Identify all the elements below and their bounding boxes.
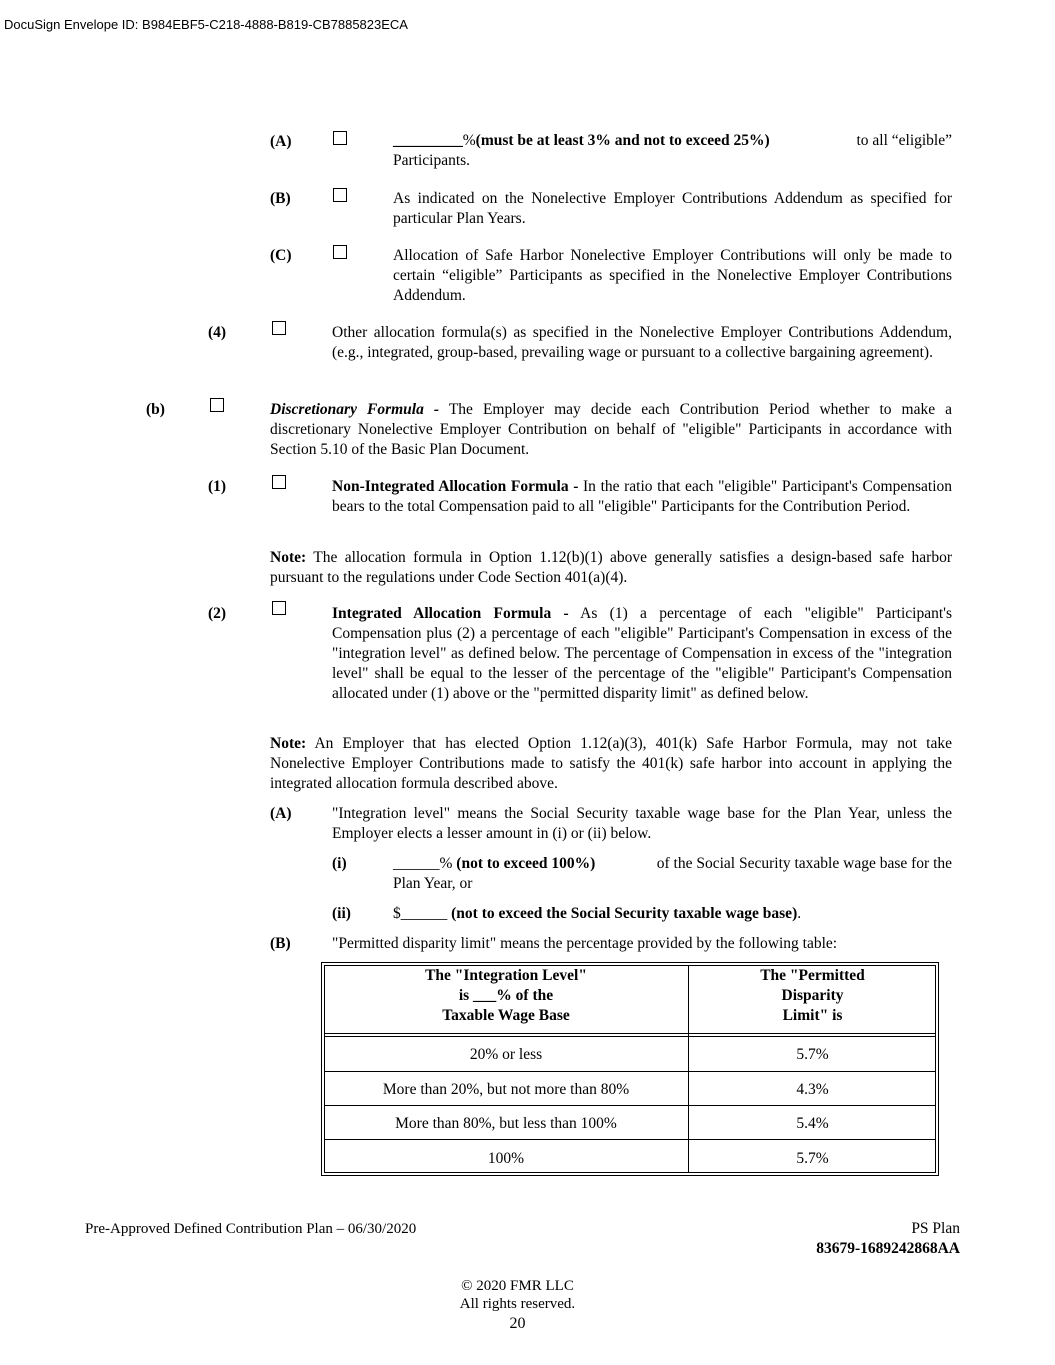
header-line: Limit" is (782, 1007, 843, 1024)
footer-plan-title: Pre-Approved Defined Contribution Plan – 06/30/2020 (85, 1221, 417, 1237)
header-line: Disparity (781, 987, 844, 1004)
checkbox[interactable] (333, 188, 347, 202)
text: In the ratio that each "eligible" Participant's Compensation bears to the total Compensation paid to all "eligible" Participants for the Contribution Period. (332, 478, 953, 515)
header-line: The "Permitted (760, 967, 865, 984)
copyright (0, 1277, 1035, 1333)
note-1 (270, 548, 952, 588)
blank-field[interactable]: ______ (400, 905, 448, 922)
text: . (797, 905, 802, 922)
text: Participants. (393, 152, 471, 169)
text: of the Social Security taxable wage base for the (656, 855, 952, 872)
item-ii-text (393, 904, 952, 924)
plan-type: PS Plan (911, 1220, 960, 1237)
item-4-text: Other allocation formula(s) as specified in the Nonelective Employer Contributions Addendum, (e.g., integrated, group-based, prevailing wage or pursuant to a collective bargaining agreement). (332, 324, 952, 361)
percent-sign: % (462, 132, 476, 149)
permitted-disparity-text: "Permitted disparity limit" means the percentage provided by the following table: (332, 935, 838, 952)
item-label: (A) (270, 133, 292, 150)
table-cell-level: More than 80%, but less than 100% (395, 1115, 617, 1132)
header-line: The "Integration Level" (425, 967, 587, 984)
bold-text: (not to exceed 100%) (452, 855, 596, 872)
text: As (1) a percentage of each "eligible" Participant's Compensation plus (2) a percentage of each "eligible" Participant's Compensation in excess of the "integration level" as defined below. The percentage of Compensation in excess of the "integration level" shall be equal to the lesser of the percentage of the "eligible" Participant's Compensation allocated under (1) above or the "permitted disparity limit" as defined below. (332, 605, 952, 702)
checkbox[interactable] (333, 245, 347, 259)
table-cell-level: More than 20%, but not more than 80% (382, 1081, 630, 1098)
table-divider (324, 1071, 936, 1072)
table-divider (324, 1036, 936, 1037)
checkbox[interactable] (272, 475, 286, 489)
page-number: 20 (509, 1315, 526, 1332)
item-b-text: As indicated on the Nonelective Employer Contributions Addendum as specified for particular Plan Years. (393, 190, 952, 227)
non-integrated-formula (332, 477, 952, 517)
checkbox[interactable] (272, 321, 286, 335)
item-i-text (393, 854, 952, 894)
item-label: (i) (332, 855, 347, 872)
integrated-formula (332, 604, 952, 704)
text: to all “eligible” (856, 132, 952, 149)
table-cell-level: 20% or less (469, 1046, 543, 1063)
checkbox[interactable] (210, 398, 224, 412)
table-divider (324, 1033, 936, 1034)
note-2 (270, 734, 952, 794)
footer-plan-id (816, 1219, 960, 1259)
note-label: Note: (270, 735, 307, 752)
item-label: (A) (270, 805, 292, 822)
bold-text: (must be at least 3% and not to exceed 25%) (475, 132, 770, 149)
item-label: (ii) (332, 905, 351, 922)
item-label: (4) (208, 324, 227, 341)
checkbox[interactable] (333, 131, 347, 145)
item-label: (C) (270, 247, 292, 264)
text: The Employer may decide each Contribution Period whether to make a discretionary Nonelective Employer Contribution on behalf of "eligible" Participants in accordance with Section 5.10 of the Basic Plan Document. (270, 401, 953, 458)
item-label: (B) (270, 190, 291, 207)
table-divider (324, 1105, 936, 1106)
header-line: Taxable Wage Base (442, 1007, 570, 1024)
checkbox[interactable] (272, 601, 286, 615)
table-cell-level: 100% (487, 1150, 525, 1167)
rights-line: All rights reserved. (459, 1296, 576, 1312)
blank-field[interactable]: ______ (393, 855, 440, 872)
dollar-sign: $ (393, 905, 401, 922)
item-c-text: Allocation of Safe Harbor Nonelective Employer Contributions will only be made to certain “eligible” Participants as specified in the Nonelective Employer Contributions Addendum. (393, 247, 952, 304)
text: An Employer that has elected Option 1.12(a)(3), 401(k) Safe Harbor Formula, may not take Nonelective Employer Contributions made to satisfy the 401(k) safe harbor into account in applying the integrated allocation formula described above. (270, 735, 952, 792)
item-a-text (393, 131, 952, 171)
table-header-disparity-limit (689, 966, 936, 1026)
table-divider (324, 1139, 936, 1140)
section-title: Non-Integrated Allocation Formula - (332, 478, 579, 495)
envelope-id: DocuSign Envelope ID: B984EBF5-C218-4888-B819-CB7885823ECA (4, 17, 408, 32)
section-title: Integrated Allocation Formula - (332, 605, 569, 622)
text: Plan Year, or (393, 875, 473, 892)
item-label: (b) (146, 401, 165, 418)
plan-number: 83679-1689242868AA (816, 1240, 960, 1257)
bold-text: (not to exceed the Social Security taxable wage base) (447, 905, 798, 922)
copyright-line: © 2020 FMR LLC (461, 1278, 574, 1294)
table-cell-limit: 5.4% (796, 1115, 829, 1132)
integration-level-text: "Integration level" means the Social Security taxable wage base for the Plan Year, unless the Employer elects a lesser amount in (i) or (ii) below. (332, 805, 952, 842)
percent-sign: % (439, 855, 453, 872)
section-title: Discretionary Formula - (270, 401, 440, 418)
note-label: Note: (270, 549, 307, 566)
item-label: (1) (208, 478, 227, 495)
table-cell-limit: 5.7% (796, 1046, 829, 1063)
blank-field[interactable]: _________ (393, 132, 463, 149)
text: The allocation formula in Option 1.12(b)(1) above generally satisfies a design-based safe harbor pursuant to the regulations under Code Section 401(a)(4). (270, 549, 952, 586)
table-cell-limit: 4.3% (796, 1081, 829, 1098)
discretionary-formula (270, 400, 952, 460)
item-label: (B) (270, 935, 291, 952)
item-label: (2) (208, 605, 227, 622)
table-header-integration-level (324, 966, 688, 1026)
table-cell-limit: 5.7% (796, 1150, 829, 1167)
header-line: is ___% of the (458, 987, 554, 1004)
